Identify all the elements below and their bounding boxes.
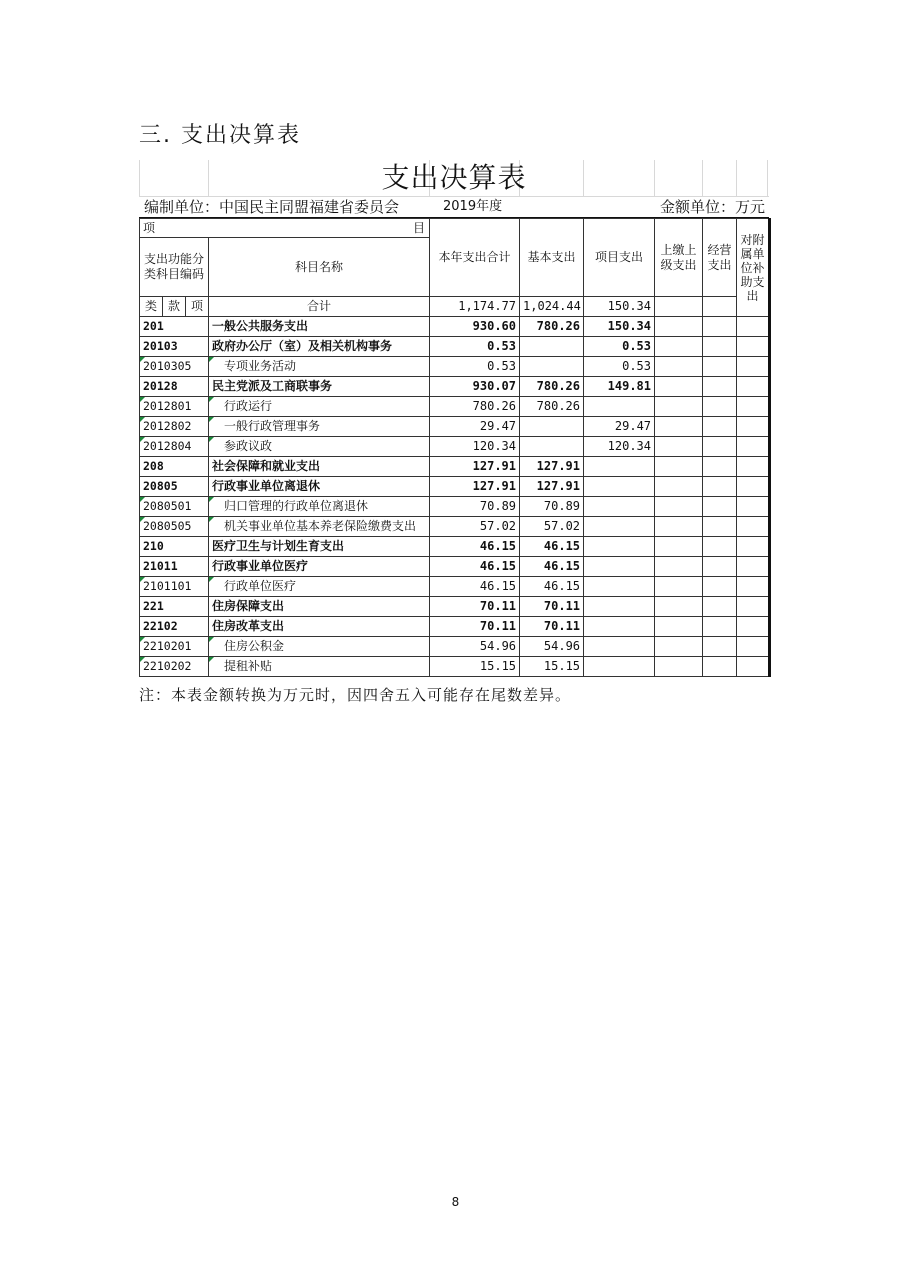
- row-project: [584, 537, 655, 557]
- row-total: 127.91: [430, 477, 520, 497]
- row-upper: [655, 377, 703, 397]
- row-name: 专项业务活动: [209, 357, 430, 377]
- row-project: 0.53: [584, 357, 655, 377]
- total-project: 150.34: [584, 297, 655, 317]
- row-code: 2012801: [140, 397, 209, 417]
- row-total: 0.53: [430, 337, 520, 357]
- row-total: 70.11: [430, 597, 520, 617]
- row-code: 20128: [140, 377, 209, 397]
- row-basic: 70.11: [520, 617, 584, 637]
- row-name: 行政单位医疗: [209, 577, 430, 597]
- row-basic: 780.26: [520, 317, 584, 337]
- row-upper: [655, 357, 703, 377]
- row-operation: [703, 557, 737, 577]
- total-upper: [655, 297, 703, 317]
- total-basic: 1,024.44: [520, 297, 584, 317]
- row-basic: 57.02: [520, 517, 584, 537]
- mu-label: 目: [413, 221, 426, 235]
- table-row: [140, 537, 770, 557]
- row-operation: [703, 617, 737, 637]
- row-upper: [655, 457, 703, 477]
- row-operation: [703, 657, 737, 677]
- row-operation: [703, 397, 737, 417]
- row-upper: [655, 637, 703, 657]
- row-project: [584, 497, 655, 517]
- row-upper: [655, 497, 703, 517]
- table-row: [140, 637, 770, 657]
- table-row: [140, 617, 770, 637]
- row-name: 提租补贴: [209, 657, 430, 677]
- row-subsidy: [737, 597, 770, 617]
- row-basic: [520, 337, 584, 357]
- table-row: [140, 437, 770, 457]
- row-subsidy: [737, 317, 770, 337]
- row-upper: [655, 597, 703, 617]
- row-total: 780.26: [430, 397, 520, 417]
- table-row: [140, 457, 770, 477]
- footnote: 注：本表金额转换为万元时，因四舍五入可能存在尾数差异。: [139, 686, 572, 704]
- expenditure-table: [139, 218, 771, 677]
- row-total: 46.15: [430, 577, 520, 597]
- row-basic: 46.15: [520, 557, 584, 577]
- row-basic: [520, 357, 584, 377]
- meta-row: [139, 197, 769, 218]
- table-row: [140, 377, 770, 397]
- row-code: 21011: [140, 557, 209, 577]
- row-upper: [655, 437, 703, 457]
- row-name: 住房公积金: [209, 637, 430, 657]
- row-operation: [703, 597, 737, 617]
- row-operation: [703, 317, 737, 337]
- row-name: 政府办公厅（室）及相关机构事务: [209, 337, 430, 357]
- header-lei: 类: [140, 297, 163, 317]
- row-subsidy: [737, 577, 770, 597]
- row-code: 2101101: [140, 577, 209, 597]
- total-total: 1,174.77: [430, 297, 520, 317]
- row-subsidy: [737, 397, 770, 417]
- row-code: 208: [140, 457, 209, 477]
- table-row: [140, 397, 770, 417]
- row-code: 221: [140, 597, 209, 617]
- row-code: 2012802: [140, 417, 209, 437]
- row-name: 民主党派及工商联事务: [209, 377, 430, 397]
- row-total: 127.91: [430, 457, 520, 477]
- title-row: [139, 160, 769, 197]
- table-row: [140, 477, 770, 497]
- row-code: 2210201: [140, 637, 209, 657]
- row-upper: [655, 577, 703, 597]
- row-code: 2080505: [140, 517, 209, 537]
- row-subsidy: [737, 517, 770, 537]
- row-basic: 127.91: [520, 457, 584, 477]
- row-subsidy: [737, 617, 770, 637]
- row-upper: [655, 417, 703, 437]
- row-project: 0.53: [584, 337, 655, 357]
- row-subsidy: [737, 457, 770, 477]
- table-row: [140, 497, 770, 517]
- row-name: 一般公共服务支出: [209, 317, 430, 337]
- row-name: 医疗卫生与计划生育支出: [209, 537, 430, 557]
- row-operation: [703, 337, 737, 357]
- row-name: 住房改革支出: [209, 617, 430, 637]
- row-operation: [703, 637, 737, 657]
- row-project: 149.81: [584, 377, 655, 397]
- row-basic: 54.96: [520, 637, 584, 657]
- row-total: 54.96: [430, 637, 520, 657]
- row-name: 行政事业单位离退休: [209, 477, 430, 497]
- row-project: [584, 557, 655, 577]
- row-total: 0.53: [430, 357, 520, 377]
- section-heading: 三. 支出决算表: [139, 123, 301, 148]
- row-project: [584, 657, 655, 677]
- amount-unit: 金额单位：万元: [659, 198, 765, 216]
- table-row: [140, 557, 770, 577]
- row-basic: 70.89: [520, 497, 584, 517]
- row-subsidy: [737, 337, 770, 357]
- row-operation: [703, 497, 737, 517]
- row-name: 住房保障支出: [209, 597, 430, 617]
- total-label: 合计: [209, 297, 430, 317]
- row-project: [584, 577, 655, 597]
- row-code: 22102: [140, 617, 209, 637]
- row-name: 行政事业单位医疗: [209, 557, 430, 577]
- row-operation: [703, 577, 737, 597]
- row-total: 46.15: [430, 537, 520, 557]
- table-row: [140, 417, 770, 437]
- total-row: [140, 297, 770, 317]
- xiang-mu-cell: [140, 219, 430, 238]
- row-basic: 70.11: [520, 597, 584, 617]
- table-row: [140, 657, 770, 677]
- row-total: 930.07: [430, 377, 520, 397]
- row-basic: 780.26: [520, 397, 584, 417]
- row-basic: [520, 437, 584, 457]
- row-project: [584, 477, 655, 497]
- header-code: 支出功能分类科目编码: [140, 238, 209, 297]
- row-upper: [655, 517, 703, 537]
- row-operation: [703, 537, 737, 557]
- row-code: 2010305: [140, 357, 209, 377]
- table-row: [140, 577, 770, 597]
- row-project: 120.34: [584, 437, 655, 457]
- expenditure-sheet: [139, 160, 769, 677]
- row-operation: [703, 457, 737, 477]
- header-total: 本年支出合计: [430, 219, 520, 297]
- total-operation: [703, 297, 737, 317]
- row-basic: 46.15: [520, 577, 584, 597]
- row-code: 20103: [140, 337, 209, 357]
- row-total: 15.15: [430, 657, 520, 677]
- page-number: 8: [451, 1195, 460, 1209]
- row-upper: [655, 317, 703, 337]
- row-name: 一般行政管理事务: [209, 417, 430, 437]
- table-row: [140, 357, 770, 377]
- row-basic: 46.15: [520, 537, 584, 557]
- row-code: 2080501: [140, 497, 209, 517]
- xiang-label: 项: [143, 221, 156, 235]
- row-basic: 15.15: [520, 657, 584, 677]
- row-basic: 127.91: [520, 477, 584, 497]
- row-name: 机关事业单位基本养老保险缴费支出: [209, 517, 430, 537]
- row-total: 70.89: [430, 497, 520, 517]
- header-xiang2: 项: [186, 297, 209, 317]
- row-subsidy: [737, 417, 770, 437]
- row-project: [584, 457, 655, 477]
- row-total: 70.11: [430, 617, 520, 637]
- row-operation: [703, 517, 737, 537]
- header-project: 项目支出: [584, 219, 655, 297]
- row-project: [584, 397, 655, 417]
- row-subsidy: [737, 437, 770, 457]
- row-basic: 780.26: [520, 377, 584, 397]
- row-upper: [655, 617, 703, 637]
- row-code: 20805: [140, 477, 209, 497]
- header-basic: 基本支出: [520, 219, 584, 297]
- row-operation: [703, 417, 737, 437]
- row-project: 29.47: [584, 417, 655, 437]
- row-subsidy: [737, 377, 770, 397]
- row-operation: [703, 357, 737, 377]
- table-row: [140, 317, 770, 337]
- header-subsidy: 对附属单位补助支出: [737, 219, 770, 317]
- table-title: 支出决算表: [381, 161, 527, 194]
- row-name: 社会保障和就业支出: [209, 457, 430, 477]
- row-subsidy: [737, 537, 770, 557]
- row-project: [584, 617, 655, 637]
- row-project: [584, 597, 655, 617]
- row-upper: [655, 657, 703, 677]
- row-total: 46.15: [430, 557, 520, 577]
- row-upper: [655, 557, 703, 577]
- row-subsidy: [737, 637, 770, 657]
- row-project: 150.34: [584, 317, 655, 337]
- row-code: 2012804: [140, 437, 209, 457]
- row-upper: [655, 397, 703, 417]
- table-row: [140, 517, 770, 537]
- row-basic: [520, 417, 584, 437]
- year-label: 2019年度: [443, 199, 503, 214]
- row-upper: [655, 477, 703, 497]
- unit-label: 编制单位：中国民主同盟福建省委员会: [144, 198, 400, 216]
- row-total: 29.47: [430, 417, 520, 437]
- row-operation: [703, 477, 737, 497]
- row-total: 57.02: [430, 517, 520, 537]
- header-upper: 上缴上级支出: [655, 219, 703, 297]
- row-name: 参政议政: [209, 437, 430, 457]
- row-code: 210: [140, 537, 209, 557]
- row-name: 归口管理的行政单位离退休: [209, 497, 430, 517]
- row-total: 120.34: [430, 437, 520, 457]
- row-upper: [655, 537, 703, 557]
- row-operation: [703, 377, 737, 397]
- row-operation: [703, 437, 737, 457]
- header-kuan: 款: [163, 297, 186, 317]
- row-subsidy: [737, 557, 770, 577]
- row-subsidy: [737, 477, 770, 497]
- row-subsidy: [737, 657, 770, 677]
- row-upper: [655, 337, 703, 357]
- row-code: 201: [140, 317, 209, 337]
- header-row-1: [140, 219, 770, 238]
- row-subsidy: [737, 357, 770, 377]
- header-name: 科目名称: [209, 238, 430, 297]
- table-row: [140, 597, 770, 617]
- row-code: 2210202: [140, 657, 209, 677]
- header-operation: 经营支出: [703, 219, 737, 297]
- row-total: 930.60: [430, 317, 520, 337]
- row-project: [584, 637, 655, 657]
- table-row: [140, 337, 770, 357]
- row-subsidy: [737, 497, 770, 517]
- row-name: 行政运行: [209, 397, 430, 417]
- row-project: [584, 517, 655, 537]
